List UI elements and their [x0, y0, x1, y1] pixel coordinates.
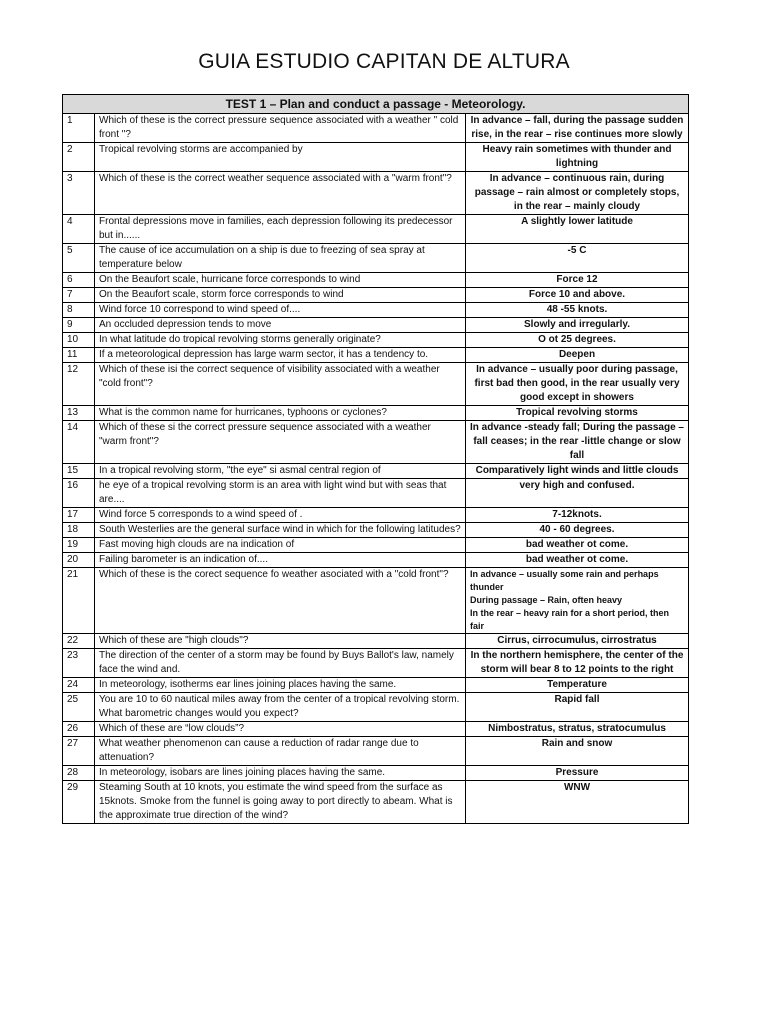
question-text: You are 10 to 60 nautical miles away from the center of a tropical revolving storm. What barometric changes would you expect?: [95, 693, 466, 722]
table-row: [63, 568, 689, 634]
answer-text: 40 - 60 degrees.: [466, 523, 689, 538]
answer-text: bad weather ot come.: [466, 553, 689, 568]
table-row: [63, 649, 689, 678]
question-text: What is the common name for hurricanes, typhoons or cyclones?: [95, 406, 466, 421]
answer-line: In the rear – heavy rain for a short period, then fair: [470, 608, 670, 631]
question-number: 15: [63, 464, 95, 479]
answer-text: 48 -55 knots.: [466, 303, 689, 318]
question-number: 18: [63, 523, 95, 538]
table-row: [63, 508, 689, 523]
table-row: [63, 348, 689, 363]
table-body: [63, 114, 689, 824]
question-text: Which of these si the correct pressure sequence associated with a weather "warm front"?: [95, 421, 466, 464]
question-number: 6: [63, 273, 95, 288]
question-number: 2: [63, 143, 95, 172]
question-number: 20: [63, 553, 95, 568]
answer-text: In advance – continuous rain, during passage – rain almost or completely stops, in the rear – mainly cloudy: [466, 172, 689, 215]
table-row: [63, 737, 689, 766]
question-text: South Westerlies are the general surface wind in which for the following latitudes?: [95, 523, 466, 538]
question-number: 29: [63, 781, 95, 824]
answer-line: During passage – Rain, often heavy: [470, 595, 623, 605]
question-text: On the Beaufort scale, hurricane force corresponds to wind: [95, 273, 466, 288]
answer-text: In the northern hemisphere, the center of the storm will bear 8 to 12 points to the right: [466, 649, 689, 678]
question-text: Fast moving high clouds are na indication of: [95, 538, 466, 553]
answer-text: Heavy rain sometimes with thunder and lightning: [466, 143, 689, 172]
answer-text: A slightly lower latitude: [466, 215, 689, 244]
question-text: Steaming South at 10 knots, you estimate the wind speed from the surface as 15knots. Smoke from the funnel is going away to port directly to abeam. What is the approximate true direction of the wind?: [95, 781, 466, 824]
question-number: 3: [63, 172, 95, 215]
answer-text: Rain and snow: [466, 737, 689, 766]
answer-line: In advance – usually some rain and perhaps thunder: [470, 569, 659, 592]
table-row: [63, 333, 689, 348]
table-row: [63, 781, 689, 824]
question-number: 1: [63, 114, 95, 143]
question-number: 19: [63, 538, 95, 553]
table-row: [63, 215, 689, 244]
answer-text: Rapid fall: [466, 693, 689, 722]
answer-text: very high and confused.: [466, 479, 689, 508]
question-number: 12: [63, 363, 95, 406]
question-number: 28: [63, 766, 95, 781]
question-text: Wind force 10 correspond to wind speed of....: [95, 303, 466, 318]
answer-text: 7-12knots.: [466, 508, 689, 523]
answer-text: -5 C: [466, 244, 689, 273]
question-text: Which of these is the correct weather sequence associated with a "warm front"?: [95, 172, 466, 215]
answer-text: In advance -steady fall; During the passage – fall ceases; in the rear -little change or slow fall: [466, 421, 689, 464]
table-row: [63, 143, 689, 172]
table-row: [63, 766, 689, 781]
question-number: 17: [63, 508, 95, 523]
question-text: Failing barometer is an indication of....: [95, 553, 466, 568]
questions-table: [62, 94, 689, 824]
answer-text: [466, 568, 689, 634]
answer-text: Temperature: [466, 678, 689, 693]
question-text: Which of these isi the correct sequence of visibility associated with a weather "cold front"?: [95, 363, 466, 406]
table-row: [63, 303, 689, 318]
question-text: he eye of a tropical revolving storm is an area with light wind but with seas that are....: [95, 479, 466, 508]
answer-text: In advance – usually poor during passage, first bad then good, in the rear usually very good except in showers: [466, 363, 689, 406]
question-number: 22: [63, 634, 95, 649]
question-number: 4: [63, 215, 95, 244]
answer-text: Slowly and irregularly.: [466, 318, 689, 333]
table-row: [63, 722, 689, 737]
table-row: [63, 523, 689, 538]
question-number: 26: [63, 722, 95, 737]
question-number: 24: [63, 678, 95, 693]
table-row: [63, 464, 689, 479]
table-row: [63, 479, 689, 508]
question-number: 25: [63, 693, 95, 722]
question-text: Which of these are "high clouds"?: [95, 634, 466, 649]
table-row: [63, 244, 689, 273]
table-row: [63, 318, 689, 333]
question-number: 10: [63, 333, 95, 348]
answer-text: Force 12: [466, 273, 689, 288]
table-row: [63, 678, 689, 693]
table-row: [63, 172, 689, 215]
question-text: The direction of the center of a storm may be found by Buys Ballot's law, namely face the wind and.: [95, 649, 466, 678]
answer-text: Comparatively light winds and little clouds: [466, 464, 689, 479]
answer-text: O ot 25 degrees.: [466, 333, 689, 348]
question-number: 11: [63, 348, 95, 363]
answer-text: In advance – fall, during the passage sudden rise, in the rear – rise continues more slowly: [466, 114, 689, 143]
question-text: The cause of ice accumulation on a ship is due to freezing of sea spray at temperature below: [95, 244, 466, 273]
question-text: Which of these is the corect sequence fo weather asociated with a "cold front"?: [95, 568, 466, 634]
question-number: 23: [63, 649, 95, 678]
table-row: [63, 288, 689, 303]
question-text: In meteorology, isobars are lines joining places having the same.: [95, 766, 466, 781]
table-row: [63, 363, 689, 406]
page-title: GUIA ESTUDIO CAPITAN DE ALTURA: [198, 50, 570, 73]
answer-text: Nimbostratus, stratus, stratocumulus: [466, 722, 689, 737]
table-row: [63, 406, 689, 421]
question-number: 27: [63, 737, 95, 766]
table-row: [63, 538, 689, 553]
answer-text: Pressure: [466, 766, 689, 781]
answer-text: Cirrus, cirrocumulus, cirrostratus: [466, 634, 689, 649]
answer-text: Force 10 and above.: [466, 288, 689, 303]
question-number: 8: [63, 303, 95, 318]
question-number: 5: [63, 244, 95, 273]
question-number: 16: [63, 479, 95, 508]
question-number: 21: [63, 568, 95, 634]
question-text: What weather phenomenon can cause a reduction of radar range due to attenuation?: [95, 737, 466, 766]
table-row: [63, 421, 689, 464]
question-number: 9: [63, 318, 95, 333]
question-text: An occluded depression tends to move: [95, 318, 466, 333]
table-row: [63, 273, 689, 288]
question-text: If a meteorological depression has large warm sector, it has a tendency to.: [95, 348, 466, 363]
question-text: Frontal depressions move in families, each depression following its predecessor but in......: [95, 215, 466, 244]
question-number: 7: [63, 288, 95, 303]
question-number: 14: [63, 421, 95, 464]
table-row: [63, 693, 689, 722]
answer-text: Tropical revolving storms: [466, 406, 689, 421]
question-text: In meteorology, isotherms ear lines joining places having the same.: [95, 678, 466, 693]
table-header: TEST 1 – Plan and conduct a passage - Meteorology.: [63, 95, 689, 114]
question-text: In a tropical revolving storm, "the eye" si asmal central region of: [95, 464, 466, 479]
answer-text: Deepen: [466, 348, 689, 363]
answer-text: bad weather ot come.: [466, 538, 689, 553]
question-text: Tropical revolving storms are accompanied by: [95, 143, 466, 172]
table-row: [63, 553, 689, 568]
answer-text: WNW: [466, 781, 689, 824]
question-text: Wind force 5 corresponds to a wind speed of .: [95, 508, 466, 523]
table-row: [63, 114, 689, 143]
question-text: Which of these is the correct pressure sequence associated with a weather " cold front "?: [95, 114, 466, 143]
question-text: In what latitude do tropical revolving storms generally originate?: [95, 333, 466, 348]
question-text: Which of these are “low clouds”?: [95, 722, 466, 737]
question-number: 13: [63, 406, 95, 421]
question-text: On the Beaufort scale, storm force corresponds to wind: [95, 288, 466, 303]
table-header-row: [63, 95, 689, 114]
table-row: [63, 634, 689, 649]
